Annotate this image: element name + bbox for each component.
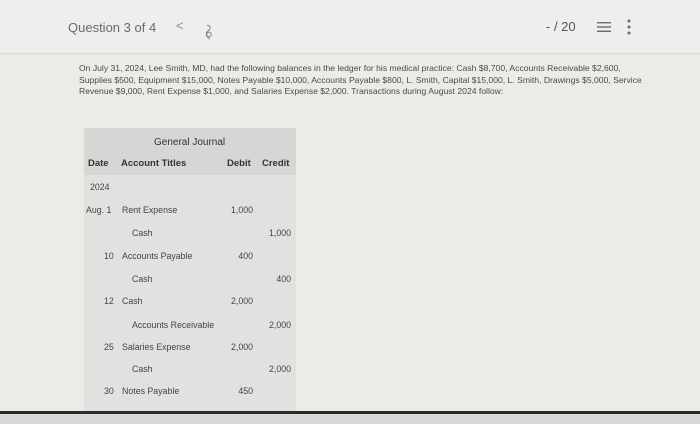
chevron-left-icon[interactable]: < <box>176 18 184 33</box>
row-credit: 1,000 <box>268 228 291 238</box>
row-account: Cash <box>132 274 153 284</box>
row-debit: 2,000 <box>230 342 253 352</box>
header-debit: Debit <box>227 158 251 169</box>
list-icon[interactable] <box>597 21 611 33</box>
row-debit: 450 <box>238 386 253 396</box>
row-credit: 2,000 <box>268 320 291 330</box>
tool-icon[interactable] <box>204 24 214 40</box>
header-account-titles: Account Titles <box>121 158 187 169</box>
row-account: Cash <box>132 364 153 374</box>
row-account: Accounts Receivable <box>132 320 215 330</box>
row-debit: 1,000 <box>230 205 253 215</box>
journal-title: General Journal <box>154 137 226 148</box>
more-vertical-icon[interactable] <box>627 19 631 35</box>
row-date: 25 <box>104 342 114 352</box>
row-account: Accounts Payable <box>122 251 193 261</box>
row-date: 12 <box>104 296 114 306</box>
row-date: 10 <box>104 251 114 261</box>
row-credit: 2,000 <box>268 364 291 374</box>
row-account: Salaries Expense <box>122 342 191 352</box>
row-account: Notes Payable <box>122 386 180 396</box>
header-date: Date <box>88 158 109 169</box>
header-credit: Credit <box>262 158 290 169</box>
bottom-strip <box>0 414 700 424</box>
row-debit: 400 <box>238 251 253 261</box>
row-account: Cash <box>122 296 143 306</box>
journal-year: 2024 <box>90 182 110 192</box>
row-credit: 400 <box>276 274 291 284</box>
score: - / 20 <box>546 19 576 34</box>
row-date: Aug. 1 <box>86 205 112 215</box>
row-debit: 2,000 <box>230 296 253 306</box>
problem-text: On July 31, 2024, Lee Smith, MD, had the following balances in the ledger for his medical practice: Cash $8,700, Accounts Receivable $2,600, Supplies $500, Equipment $15,000, Notes Payable $10,000, Accounts Payable $800, L. Smith, Capital $15,000, L. Smith, Drawings $5,000, Service Revenue $9,000, Rent Expense $1,000, and Salaries Expense $2,000. Transactions during August 2024 follow: <box>79 63 642 96</box>
row-date: 30 <box>104 386 114 396</box>
row-account: Cash <box>132 228 153 238</box>
question-label: Question 3 of 4 <box>68 20 157 35</box>
question-header <box>0 0 700 54</box>
row-account: Rent Expense <box>122 205 178 215</box>
